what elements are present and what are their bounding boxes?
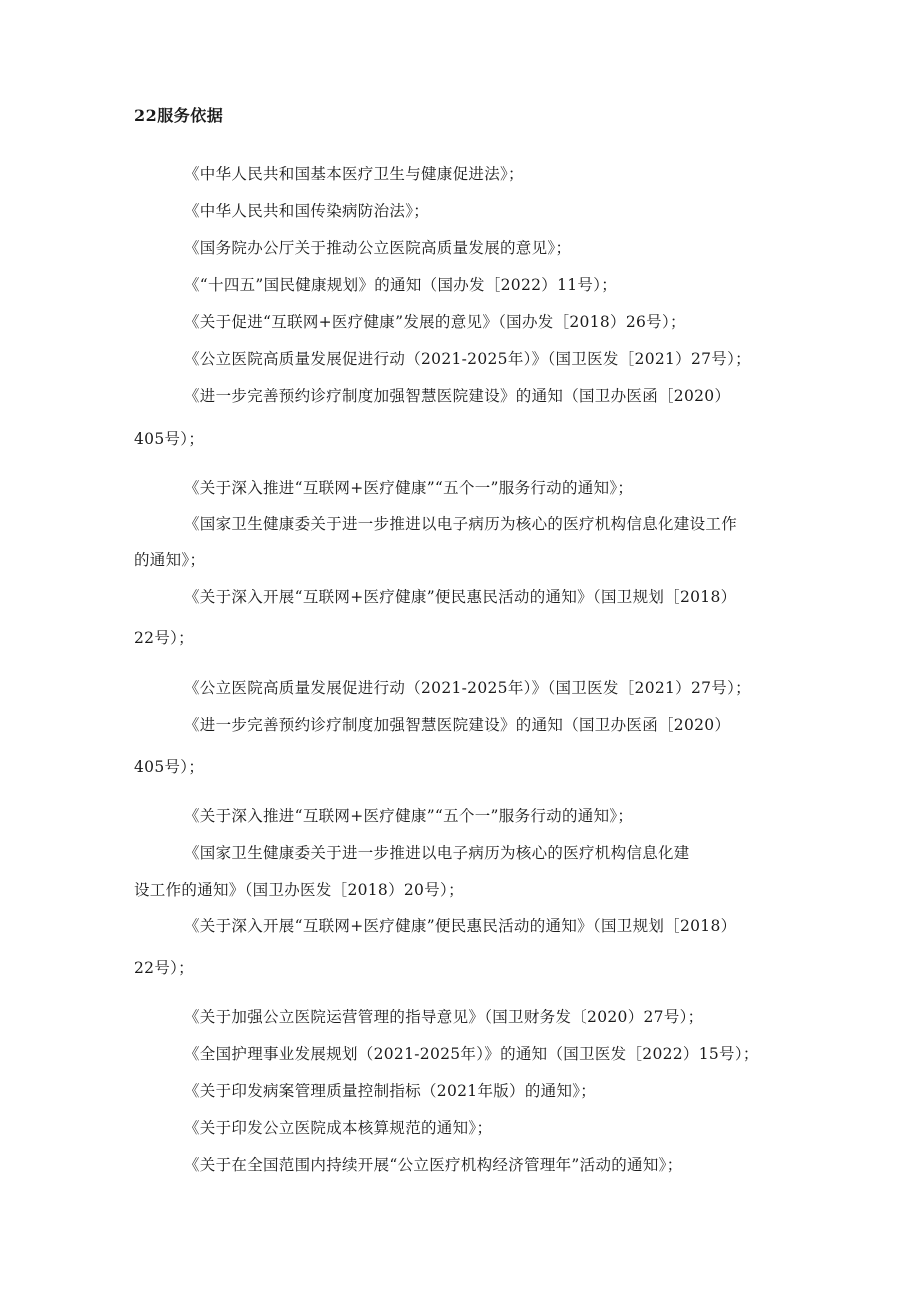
reference-line: 《关于深入开展“互联网+医疗健康”便民惠民活动的通知》（国卫规划［2018） (184, 917, 737, 935)
reference-line: 《关于深入推进“互联网+医疗健康”“五个一”服务行动的通知》； (184, 479, 634, 497)
section-heading: 22服务依据 (134, 106, 224, 125)
reference-line: 《关于深入开展“互联网+医疗健康”便民惠民活动的通知》（国卫规划［2018） (184, 588, 737, 606)
reference-line-continued: 22号）； (134, 959, 194, 977)
reference-line: 《公立医院高质量发展促进行动（2021-2025年）》（国卫医发［2021）27号）； (184, 350, 751, 368)
reference-line: 《中华人民共和国传染病防治法》； (184, 202, 430, 220)
reference-line: 《中华人民共和国基本医疗卫生与健康促进法》； (184, 165, 524, 183)
reference-line: 《国家卫生健康委关于进一步推进以电子病历为核心的医疗机构信息化建 (184, 844, 690, 862)
reference-line: 《关于加强公立医院运营管理的指导意见》（国卫财务发〔2020）27号）； (184, 1008, 704, 1026)
reference-line: 《关于促进“互联网+医疗健康”发展的意见》（国办发［2018）26号）； (184, 313, 686, 331)
reference-line-continued: 的通知》； (134, 551, 206, 569)
reference-line: 《关于印发公立医院成本核算规范的通知》； (184, 1119, 493, 1137)
reference-line: 《全国护理事业发展规划（2021-2025年）》的通知（国卫医发［2022）15号）； (184, 1045, 759, 1063)
reference-line: 《关于深入推进“互联网+医疗健康”“五个一”服务行动的通知》； (184, 807, 634, 825)
reference-line: 《“十四五”国民健康规划》的通知（国办发［2022）11号）； (184, 276, 618, 294)
reference-line: 《国家卫生健康委关于进一步推进以电子病历为核心的医疗机构信息化建设工作 (184, 515, 738, 533)
reference-line: 《关于印发病案管理质量控制指标（2021年版）的通知》； (184, 1082, 597, 1100)
reference-line: 《国务院办公厅关于推动公立医院高质量发展的意见》； (184, 239, 572, 257)
reference-line-continued: 405号）； (134, 758, 205, 776)
reference-line: 《进一步完善预约诊疗制度加强智慧医院建设》的通知（国卫办医函［2020） (184, 387, 731, 405)
reference-line: 《进一步完善预约诊疗制度加强智慧医院建设》的通知（国卫办医函［2020） (184, 716, 731, 734)
reference-line-continued: 22号）； (134, 629, 194, 647)
reference-line-continued: 设工作的通知》（国卫办医发［2018）20号）； (134, 881, 464, 899)
reference-line-continued: 405号）； (134, 430, 205, 448)
reference-line: 《公立医院高质量发展促进行动（2021-2025年）》（国卫医发［2021）27号）； (184, 679, 751, 697)
reference-line: 《关于在全国范围内持续开展“公立医疗机构经济管理年”活动的通知》； (184, 1156, 683, 1174)
